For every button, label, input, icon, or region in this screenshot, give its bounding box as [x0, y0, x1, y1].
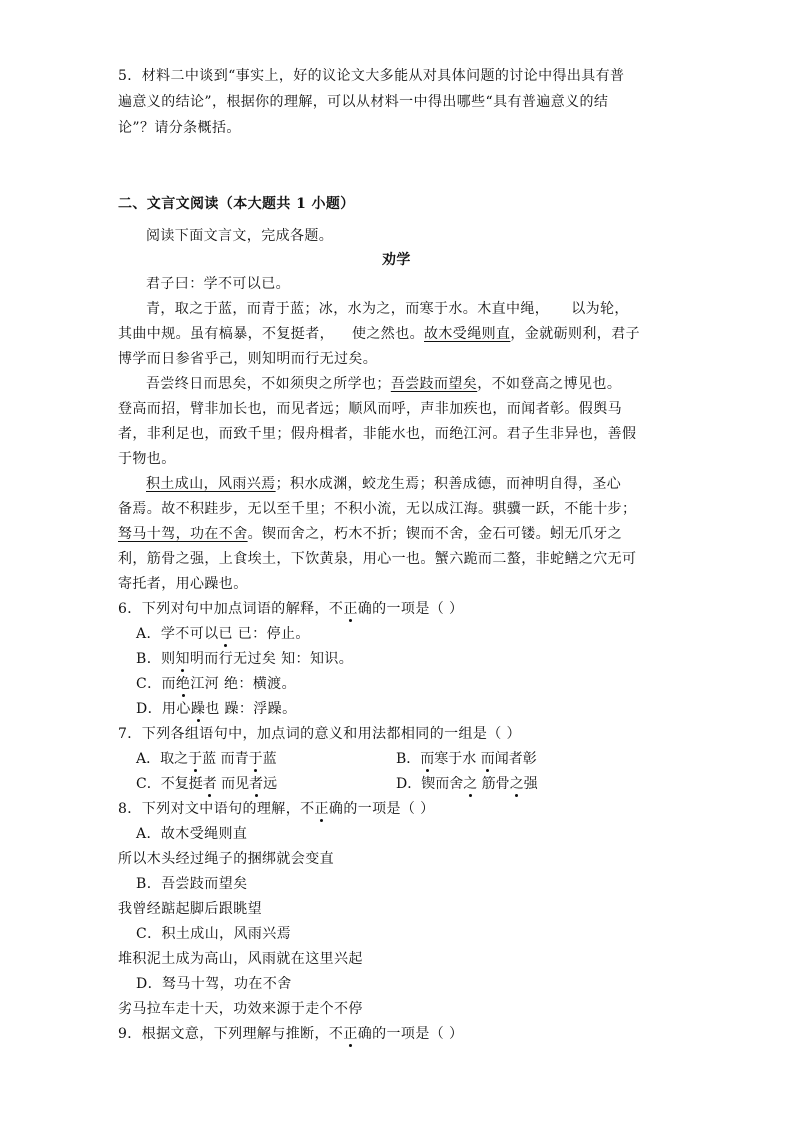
- emphasis-dotted: 不正确: [328, 601, 373, 617]
- passage-text: 以为轮，: [571, 301, 629, 317]
- q8-option-d[interactable]: D．驽马十驾，功在不舍: [136, 976, 292, 992]
- passage-line: 者，非利足也，而致千里；假舟楫者，非能水也，而绝江河。君子生非异也，善假: [118, 426, 637, 442]
- q6-option-a[interactable]: [136, 624, 310, 644]
- q8-translation-d: 劣马拉车走十天，功效来源于走个不停: [118, 1001, 363, 1017]
- q7-option-b[interactable]: [396, 749, 537, 769]
- dotted-word: 而: [480, 751, 495, 767]
- passage-text: 青，取之于蓝，而青于蓝；冰，水为之，而寒于水。木直中绳，: [146, 301, 550, 317]
- option-text: 闻者彰: [494, 751, 537, 767]
- dotted-word: 于: [188, 751, 203, 767]
- dotted-word: 躁: [190, 701, 206, 717]
- option-text: 而见: [216, 776, 250, 792]
- underlined-sentence: 驽马十驾，功在不舍: [118, 526, 248, 542]
- passage-line: 博学而日参省乎己，则知明而行无过矣。: [118, 351, 378, 367]
- dotted-word: 绝: [175, 676, 191, 692]
- option-text: D．用心: [136, 701, 191, 717]
- passage-line: [146, 299, 629, 319]
- option-text: A．取之: [136, 751, 189, 767]
- q6-stem-text: 的一项是（ ）: [372, 601, 464, 617]
- option-text: 远: [263, 776, 278, 792]
- option-text: A．学不可以: [136, 626, 219, 642]
- option-text: 寒于水: [434, 751, 481, 767]
- q9-stem-text: 的一项是（ ）: [372, 1026, 464, 1042]
- option-text: 强: [523, 776, 538, 792]
- passage-line: [146, 474, 621, 494]
- option-text: C．而: [136, 676, 176, 692]
- passage-line: [146, 374, 621, 394]
- passage-line: 寄托者，用心躁也。: [118, 576, 248, 592]
- option-text: 筋骨: [477, 776, 510, 792]
- dotted-word: 之: [509, 776, 524, 792]
- q7-option-a[interactable]: [136, 749, 277, 769]
- passage-line: 利，筋骨之强，上食埃土，下饮黄泉，用心一也。蟹六跪而二螯，非蛇鳝之穴无可: [118, 551, 637, 567]
- dotted-word: 者: [249, 776, 264, 792]
- passage-line: [118, 524, 622, 544]
- q9-stem: [118, 1024, 463, 1044]
- q5-line-2: 遍意义的结论”，根据你的理解，可以从材料一中得出哪些“具有普遍意义的结: [118, 94, 609, 110]
- passage-text: 使之然也。: [352, 326, 424, 342]
- q8-translation-b: 我曾经踮起脚后跟眺望: [118, 901, 262, 917]
- q6-option-c[interactable]: [136, 674, 296, 694]
- option-text: 蓝: [262, 751, 277, 767]
- emphasis-dotted: 不正确: [328, 1026, 373, 1042]
- q9-stem-text: 9．根据文意，下列理解与推断，: [118, 1026, 329, 1042]
- q8-option-a[interactable]: A．故木受绳则直: [136, 826, 248, 842]
- q5-line-3: 论”？请分条概括。: [118, 120, 241, 136]
- option-text: 也 躁：浮躁。: [205, 701, 297, 717]
- underlined-sentence: 吾尝跂而望矣: [390, 376, 478, 392]
- q8-option-b[interactable]: B．吾尝跂而望矣: [136, 876, 248, 892]
- section-heading: 二、文言文阅读（本大题共 1 小题）: [118, 196, 355, 212]
- underlined-sentence: 故木受绳则直: [424, 326, 511, 342]
- passage-text: 吾尝终日而思矣，不如须臾之所学也；: [146, 376, 391, 392]
- q7-stem: 7．下列各组语句中，加点词的意义和用法都相同的一组是（ ）: [118, 726, 521, 742]
- passage-text: ；积水成渊，蛟龙生焉；积善成德，而神明自得，圣心: [275, 476, 622, 492]
- q7-option-c[interactable]: [136, 774, 277, 794]
- section-instruction: 阅读下面文言文，完成各题。: [146, 228, 334, 244]
- dotted-word: 于: [248, 751, 263, 767]
- emphasis-dotted: 不正确: [300, 801, 344, 817]
- passage-text: 其曲中规。虽有槁暴，不复挺者，: [118, 326, 334, 342]
- dotted-word: 而: [420, 751, 435, 767]
- passage-line: 登高而招，臂非加长也，而见者远；顺风而呼，声非加疾也，而闻者彰。假舆马: [118, 401, 622, 417]
- passage-text: 。锲而舍之，朽木不折；锲而不舍，金石可镂。蚓无爪牙之: [247, 526, 623, 542]
- passage-line: [118, 324, 640, 344]
- option-text: B．则: [136, 651, 176, 667]
- dotted-word: 者: [202, 776, 217, 792]
- option-text: 已：停止。: [232, 626, 310, 642]
- passage-line: 于物也。: [118, 451, 176, 467]
- option-text: 蓝 而青: [202, 751, 249, 767]
- dotted-word: 之: [463, 776, 478, 792]
- option-text: B．: [396, 751, 421, 767]
- passage-text: ，不如登高之博见也。: [477, 376, 622, 392]
- q8-stem-text: 的一项是（ ）: [343, 801, 435, 817]
- dotted-word: 已: [218, 626, 233, 642]
- q6-stem: [118, 599, 463, 619]
- q8-translation-a: 所以木头经过绳子的捆绑就会变直: [118, 851, 334, 867]
- q8-stem-text: 8．下列对文中语句的理解，: [118, 801, 301, 817]
- option-text: 江河 绝：横渡。: [190, 676, 296, 692]
- q5-line-1: 5．材料二中谈到“事实上，好的议论文大多能从对具体问题的讨论中得出具有普: [118, 68, 625, 84]
- option-text: 明而行无过矣 知：知识。: [189, 651, 354, 667]
- q6-stem-text: 6．下列对句中加点词语的解释，: [118, 601, 329, 617]
- passage-line: 备焉。故不积跬步，无以至千里；不积小流，无以成江海。骐骥一跃，不能十步；: [118, 501, 637, 517]
- q6-option-b[interactable]: [136, 649, 353, 669]
- option-text: C．不复挺: [136, 776, 203, 792]
- q7-option-d[interactable]: [396, 774, 538, 794]
- dotted-word: 知: [175, 651, 190, 667]
- q8-option-c[interactable]: C．积土成山，风雨兴焉: [136, 926, 292, 942]
- q6-option-d[interactable]: [136, 699, 296, 719]
- q8-stem: [118, 799, 435, 819]
- option-text: D．锲而舍: [396, 776, 464, 792]
- q8-translation-c: 堆积泥土成为高山，风雨就在这里兴起: [118, 951, 363, 967]
- underlined-sentence: 积土成山，风雨兴焉: [146, 476, 276, 492]
- passage-text: ，金就砺则利，君子: [510, 326, 641, 342]
- passage-title: 劝学: [382, 252, 411, 268]
- passage-line: 君子曰：学不可以已。: [146, 276, 290, 292]
